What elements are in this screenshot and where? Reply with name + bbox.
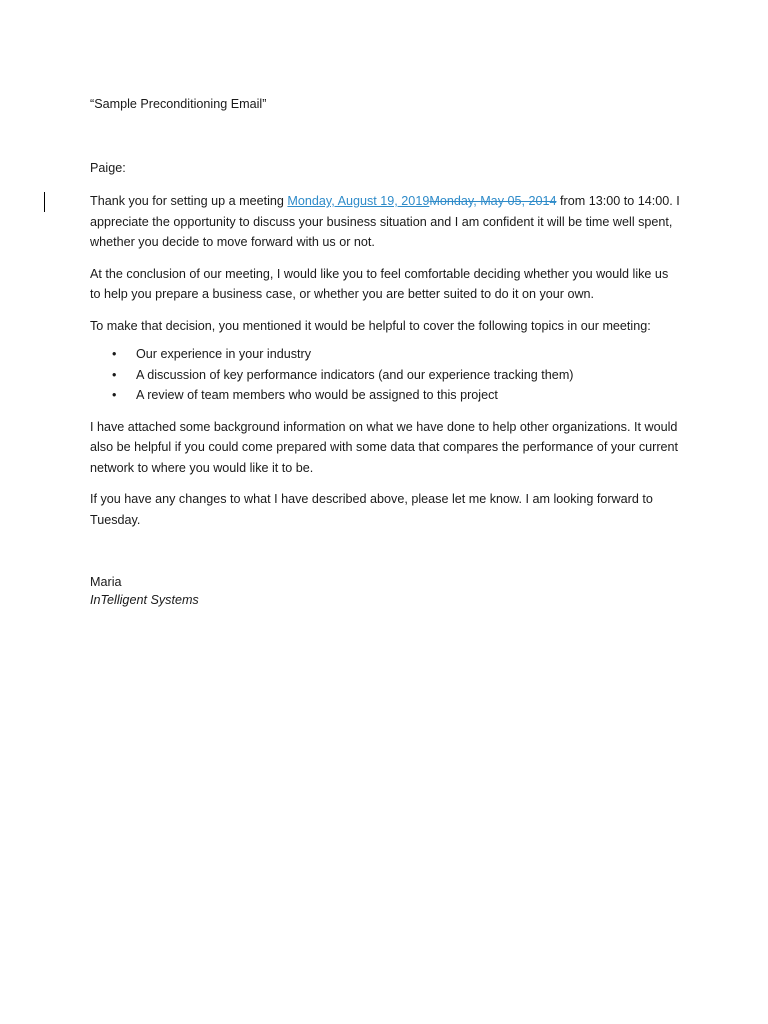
list-item (90, 385, 680, 406)
signature-company: InTelligent Systems (90, 593, 199, 607)
paragraph-conclusion: At the conclusion of our meeting, I would like you to feel comfortable deciding whether you would like us to help you prepare a business case, or whether you are better suited to do it on your own. (90, 266, 669, 301)
topic-text: A review of team members who would be assigned to this project (136, 388, 498, 402)
tracked-change-bar (44, 192, 45, 212)
bullet-icon: • (112, 367, 117, 382)
paragraph-meeting-rest: from 13:00 to 14:00. I appreciate the opportunity to discuss your business situation and I am confident it will be time well spent, whether you decide to move forward with us or not. (90, 194, 680, 249)
email-body (90, 94, 680, 609)
paragraph-background-info: I have attached some background information on what we have done to help other organizations. It would also be helpful if you could come prepared with some data that compares the performance of your current network to where you would like it to be. (90, 419, 679, 475)
document-title: “Sample Preconditioning Email” (90, 97, 267, 111)
paragraph-meeting (90, 191, 680, 253)
paragraph-closing: If you have any changes to what I have described above, please let me know. I am looking forward to Tuesday. (90, 492, 653, 527)
topics-list (90, 344, 680, 406)
bullet-icon: • (112, 347, 117, 361)
paragraph-meeting-lead: Thank you for setting up a meeting (90, 194, 288, 208)
signature-name: Maria (90, 575, 122, 589)
inserted-date-text: Monday, August 19, 2019 (287, 194, 430, 208)
deleted-date-text: Monday, May 05, 2014 (429, 194, 557, 208)
salutation: Paige: (90, 160, 126, 175)
topic-text: Our experience in your industry (136, 347, 311, 361)
bullet-icon: • (112, 388, 117, 402)
topic-text: A discussion of key performance indicators (and our experience tracking them) (136, 367, 574, 382)
list-item (90, 365, 680, 386)
paragraph-topics-intro: To make that decision, you mentioned it would be helpful to cover the following topics in our meeting: (90, 318, 651, 333)
list-item (90, 344, 680, 365)
